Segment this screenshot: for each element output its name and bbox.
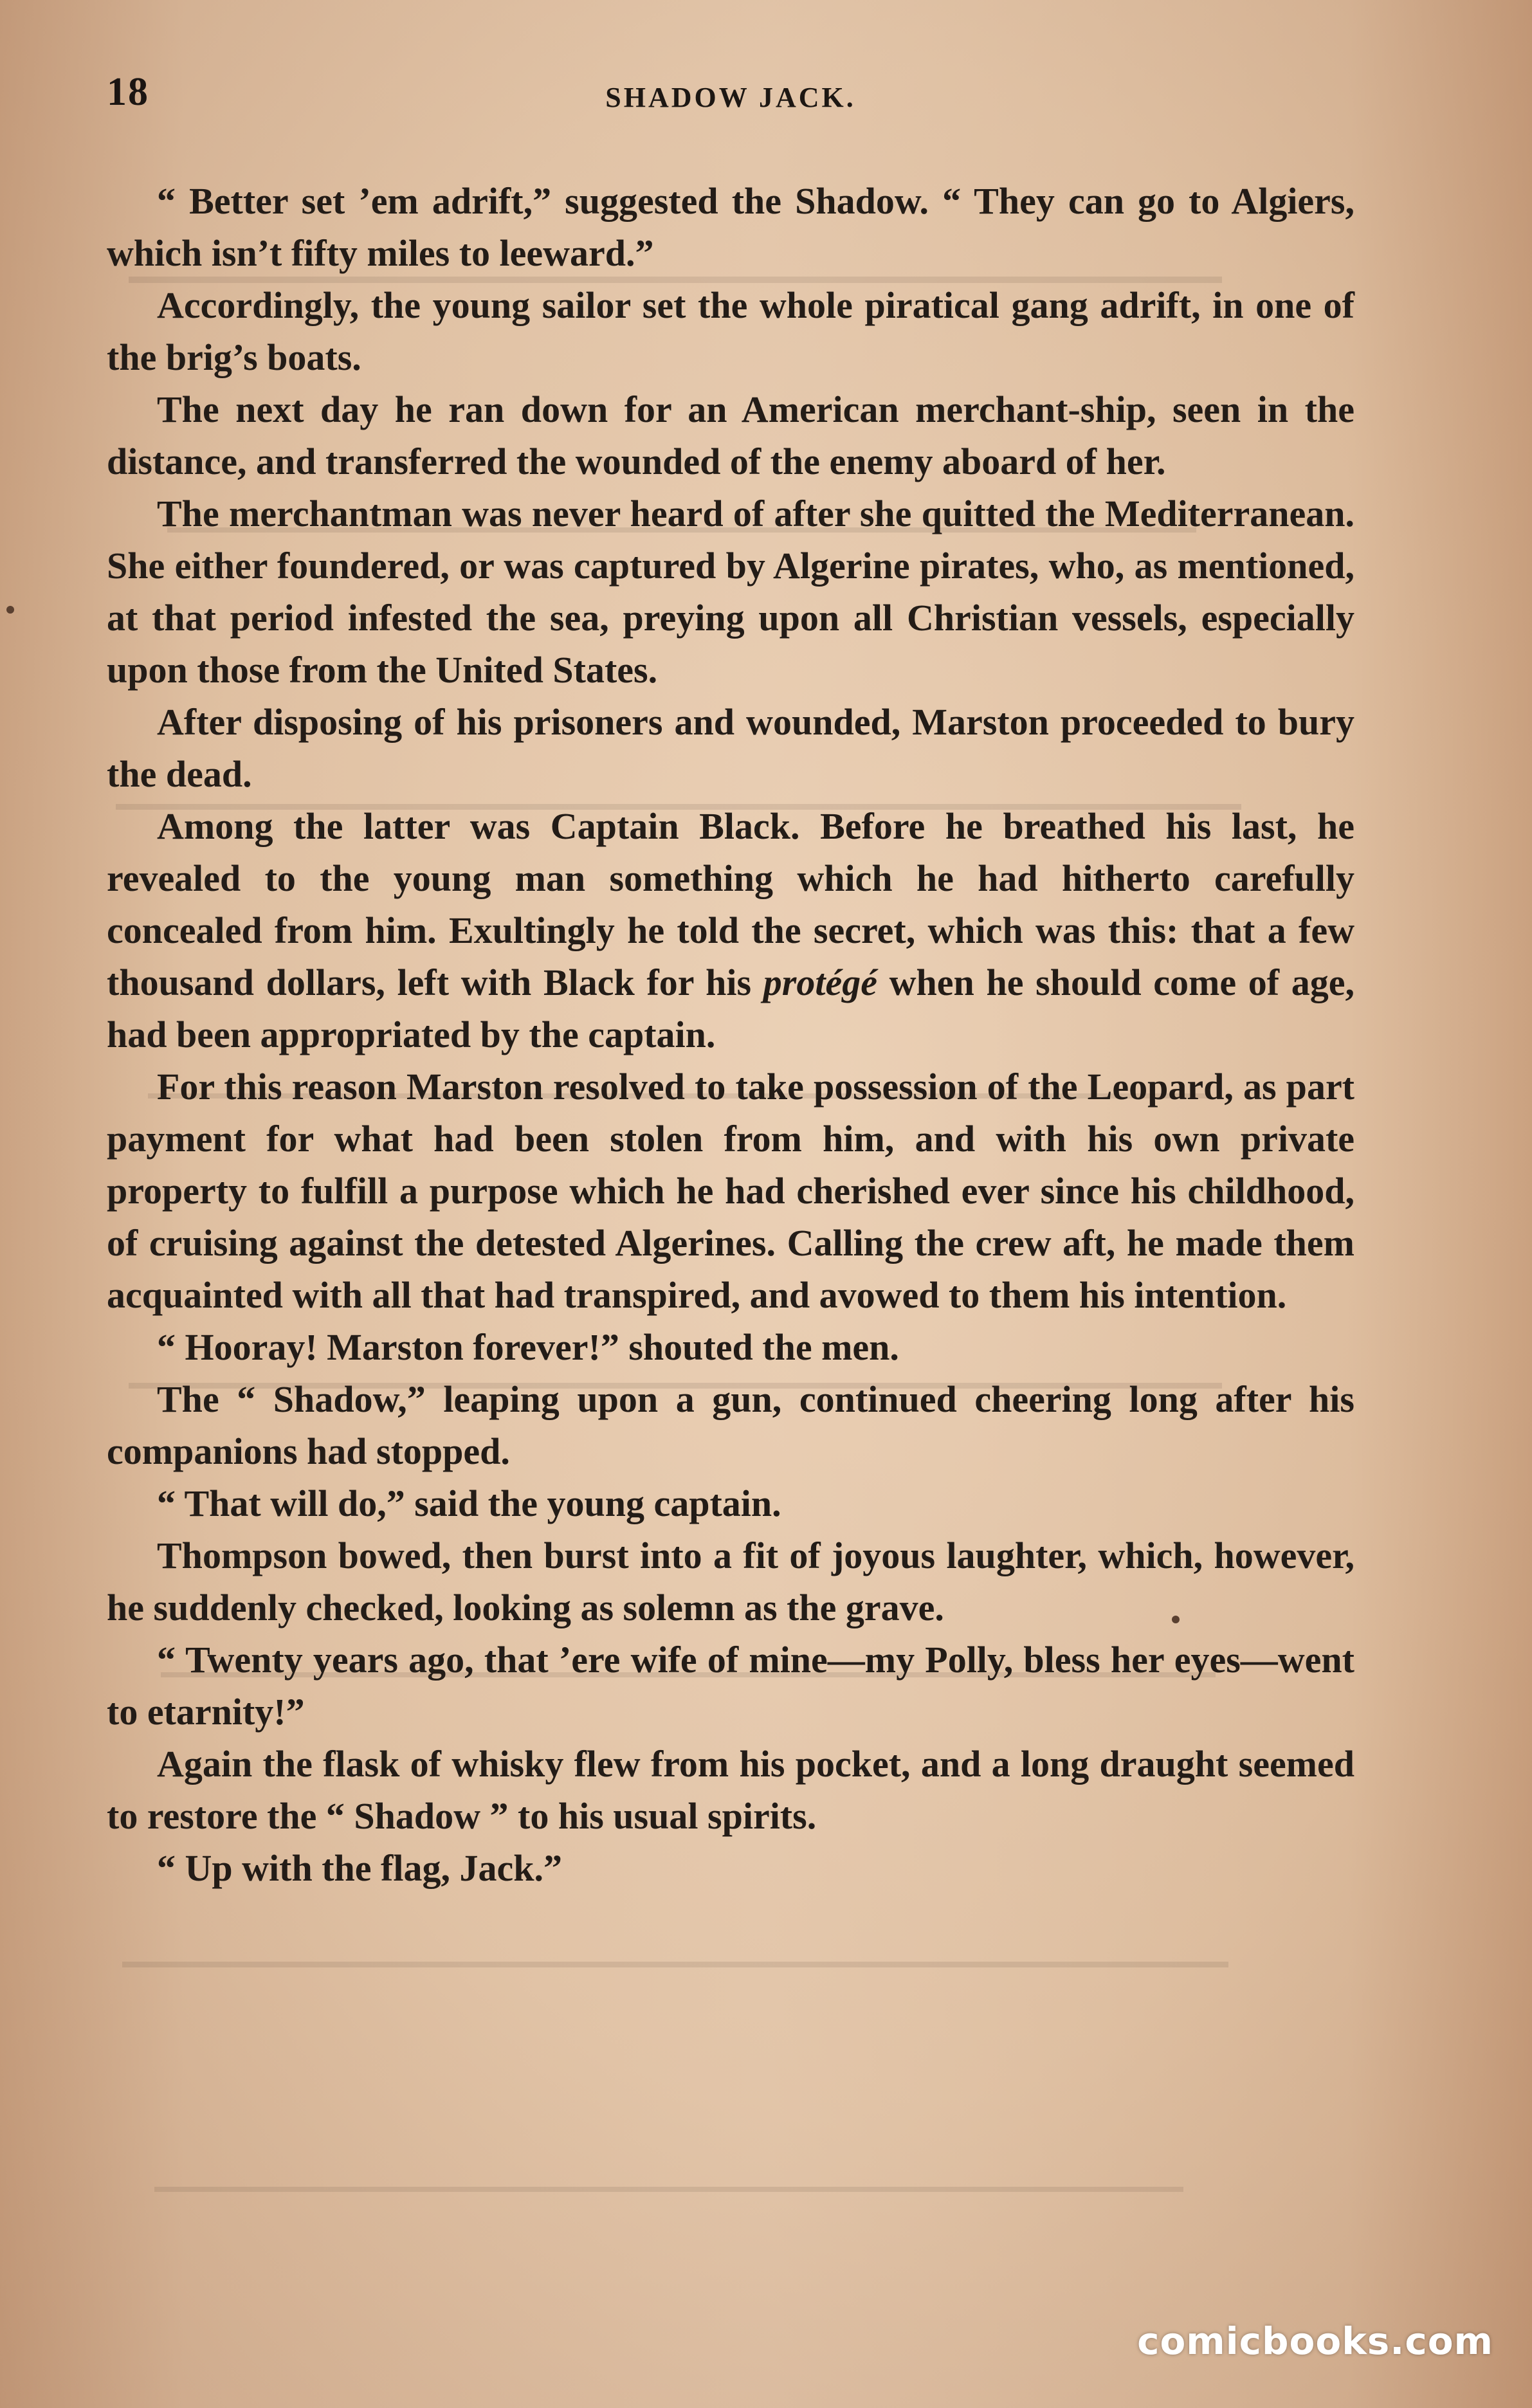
ink-speck	[6, 606, 14, 614]
watermark: comicbooks.com	[1137, 2319, 1493, 2363]
paragraph: After disposing of his prisoners and wounded, Marston proceeded to bury the dead.	[107, 701, 1354, 795]
paragraph: Thompson bowed, then burst into a fit of joyous laughter, which, however, he suddenly checked, looking as solemn as the grave.	[107, 1535, 1354, 1628]
paragraph: Again the flask of whisky flew from his pocket, and a long draught seemed to restore the “ Shadow ” to his usual spirits.	[107, 1743, 1354, 1837]
running-head: SHADOW JACK.	[605, 82, 856, 113]
paragraph-text: Among the latter was Captain Black. Before he breathed his last, he revealed to the young man something which he had hitherto carefully concealed from him. Exultingly he told the secret, which was this: that a few thousand dollars, left with Black for his	[107, 805, 1354, 1003]
paragraph: For this reason Marston resolved to take possession of the Leopard, as part payment for what had been stolen from him, and with his own private property to fulfill a purpose which he had cherished ever since his childhood, of cruising against the detested Algerines. Calling the crew aft, he made them acquainted with all that had transpired, and avowed to them his intention.	[107, 1066, 1354, 1316]
page-number: 18	[107, 70, 149, 114]
paragraph: The next day he ran down for an American merchant-ship, seen in the distance, and transferred the wounded of the enemy aboard of her.	[107, 388, 1354, 482]
page-header	[107, 69, 1354, 121]
paragraph: The “ Shadow,” leaping upon a gun, continued cheering long after his companions had stopped.	[107, 1378, 1354, 1472]
paragraph: “ Up with the flag, Jack.”	[157, 1847, 562, 1889]
body-text	[107, 175, 1354, 1894]
paragraph-text: when he should come of age, had been appropriated by the captain.	[107, 962, 1354, 1055]
paragraph: “ Twenty years ago, that ’ere wife of mine—my Polly, bless her eyes—went to etarnity!”	[107, 1639, 1354, 1733]
paragraph: “ That will do,” said the young captain.	[157, 1482, 781, 1524]
ink-speck	[1172, 1616, 1180, 1623]
paragraph: Accordingly, the young sailor set the whole piratical gang adrift, in one of the brig’s boats.	[107, 284, 1354, 378]
paragraph: “ Hooray! Marston forever!” shouted the men.	[157, 1326, 899, 1368]
paragraph	[107, 800, 1354, 1061]
paragraph: The merchantman was never heard of after she quitted the Mediterranean. She either foundered, or was captured by Algerine pirates, who, as mentioned, at that period infested the sea, preying upon all Christian vessels, especially upon those from the United States.	[107, 493, 1354, 691]
italic-word: protégé	[763, 962, 877, 1003]
paragraph: “ Better set ’em adrift,” suggested the Shadow. “ They can go to Algiers, which isn’t fifty miles to leeward.”	[107, 180, 1354, 274]
